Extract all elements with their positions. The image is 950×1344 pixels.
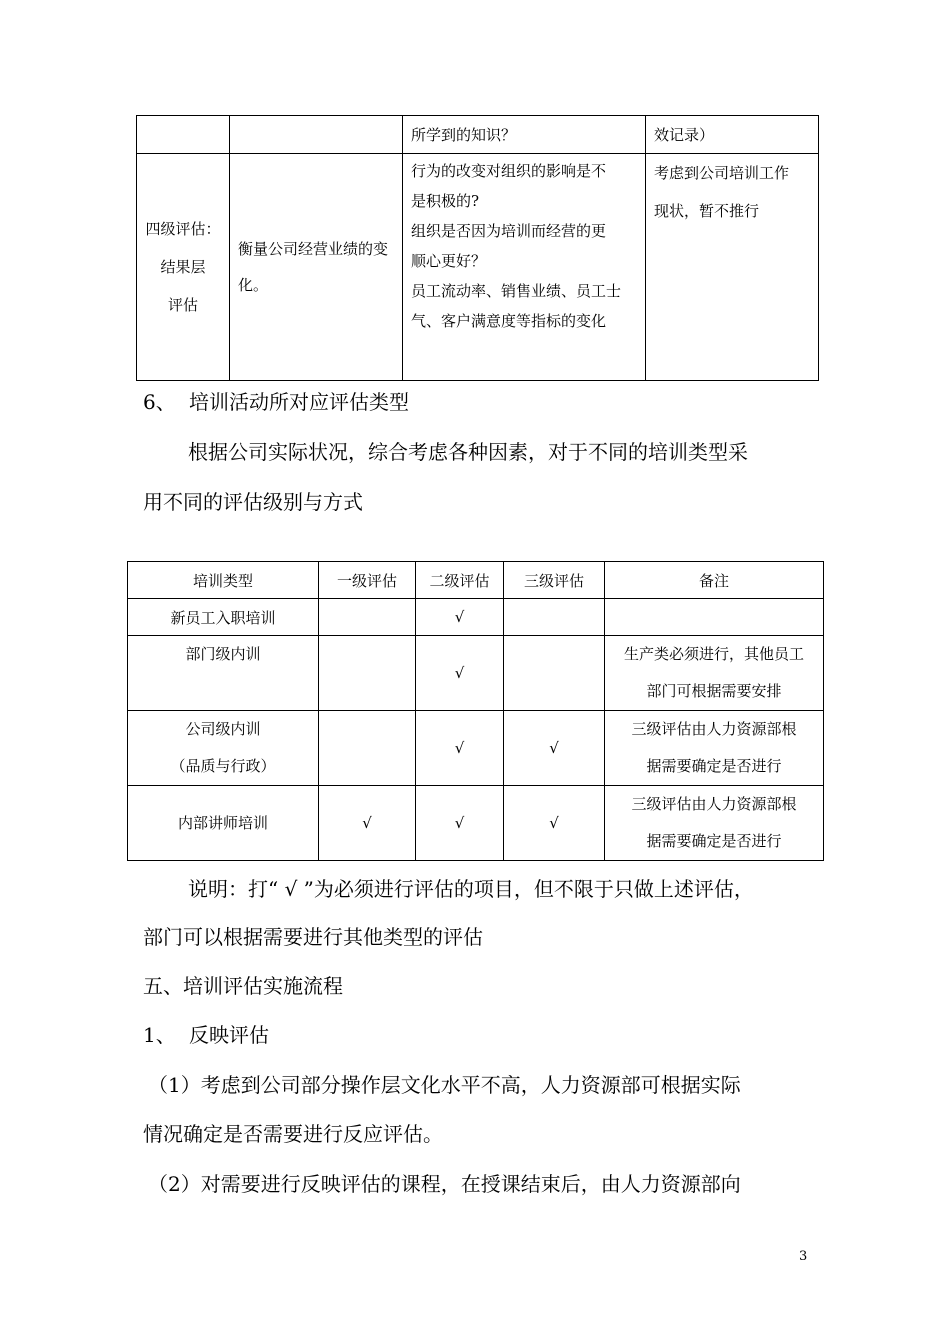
- check-cell: [319, 636, 416, 711]
- question-cell: 行为的改变对组织的影响是不 是积极的? 组织是否因为培训而经营的更 顺心更好？ 员工流动率、销售业绩、员工士 气、客户满意度等指标的变化: [403, 154, 646, 381]
- evaluation-level-table: [136, 115, 819, 381]
- paragraph-line: 根据公司实际状况，综合考虑各种因素，对于不同的培训类型采: [188, 440, 748, 464]
- level-cell: 四级评估： 结果层 评估: [137, 154, 230, 381]
- training-type-table: [127, 561, 824, 861]
- goal-cell: 衡量公司经营业绩的变化。: [230, 154, 403, 381]
- table-row: [137, 154, 819, 381]
- section-heading: 五、培训评估实施流程: [143, 974, 343, 998]
- paragraph-line: 部门可以根据需要进行其他类型的评估: [143, 925, 483, 949]
- subsection-heading: 1、 反映评估: [143, 1023, 269, 1047]
- check-cell: [319, 599, 416, 636]
- header-cell: 备注: [605, 562, 824, 599]
- table-cell: [137, 116, 230, 154]
- table-row: [128, 599, 824, 636]
- table-header-row: [128, 562, 824, 599]
- table-row: [128, 786, 824, 861]
- note-cell: 三级评估由人力资源部根 据需要确定是否进行: [605, 711, 824, 786]
- section-heading: 6、 培训活动所对应评估类型: [143, 390, 409, 414]
- note-cell: [605, 599, 824, 636]
- paragraph-line: （2）对需要进行反映评估的课程，在授课结束后，由人力资源部向: [148, 1172, 741, 1196]
- table-cell: 所学到的知识？: [403, 116, 646, 154]
- table-row: [128, 711, 824, 786]
- header-cell: 二级评估: [416, 562, 504, 599]
- type-cell: 新员工入职培训: [128, 599, 319, 636]
- check-cell: √: [319, 786, 416, 861]
- check-cell: [504, 599, 605, 636]
- check-cell: √: [416, 711, 504, 786]
- header-cell: 一级评估: [319, 562, 416, 599]
- table-row: [128, 636, 824, 711]
- paragraph-line: 说明：打“ √ ”为必须进行评估的项目，但不限于只做上述评估，: [188, 877, 754, 901]
- table-cell: 效记录）: [646, 116, 819, 154]
- note-cell: 考虑到公司培训工作 现状，暂不推行: [646, 154, 819, 381]
- type-cell: 部门级内训: [128, 636, 319, 711]
- paragraph-line: （1）考虑到公司部分操作层文化水平不高，人力资源部可根据实际: [148, 1073, 741, 1097]
- check-cell: [504, 636, 605, 711]
- check-cell: √: [416, 786, 504, 861]
- check-cell: √: [416, 636, 504, 711]
- table-cell: [230, 116, 403, 154]
- note-cell: 三级评估由人力资源部根 据需要确定是否进行: [605, 786, 824, 861]
- paragraph-line: 情况确定是否需要进行反应评估。: [143, 1122, 443, 1146]
- header-cell: 培训类型: [128, 562, 319, 599]
- paragraph-line: 用不同的评估级别与方式: [143, 490, 363, 514]
- check-cell: √: [504, 711, 605, 786]
- check-cell: √: [504, 786, 605, 861]
- type-cell: 公司级内训 （品质与行政）: [128, 711, 319, 786]
- table-row: [137, 116, 819, 154]
- header-cell: 三级评估: [504, 562, 605, 599]
- type-cell: 内部讲师培训: [128, 786, 319, 861]
- check-cell: √: [416, 599, 504, 636]
- note-cell: 生产类必须进行，其他员工 部门可根据需要安排: [605, 636, 824, 711]
- page-number: 3: [799, 1249, 808, 1264]
- check-cell: [319, 711, 416, 786]
